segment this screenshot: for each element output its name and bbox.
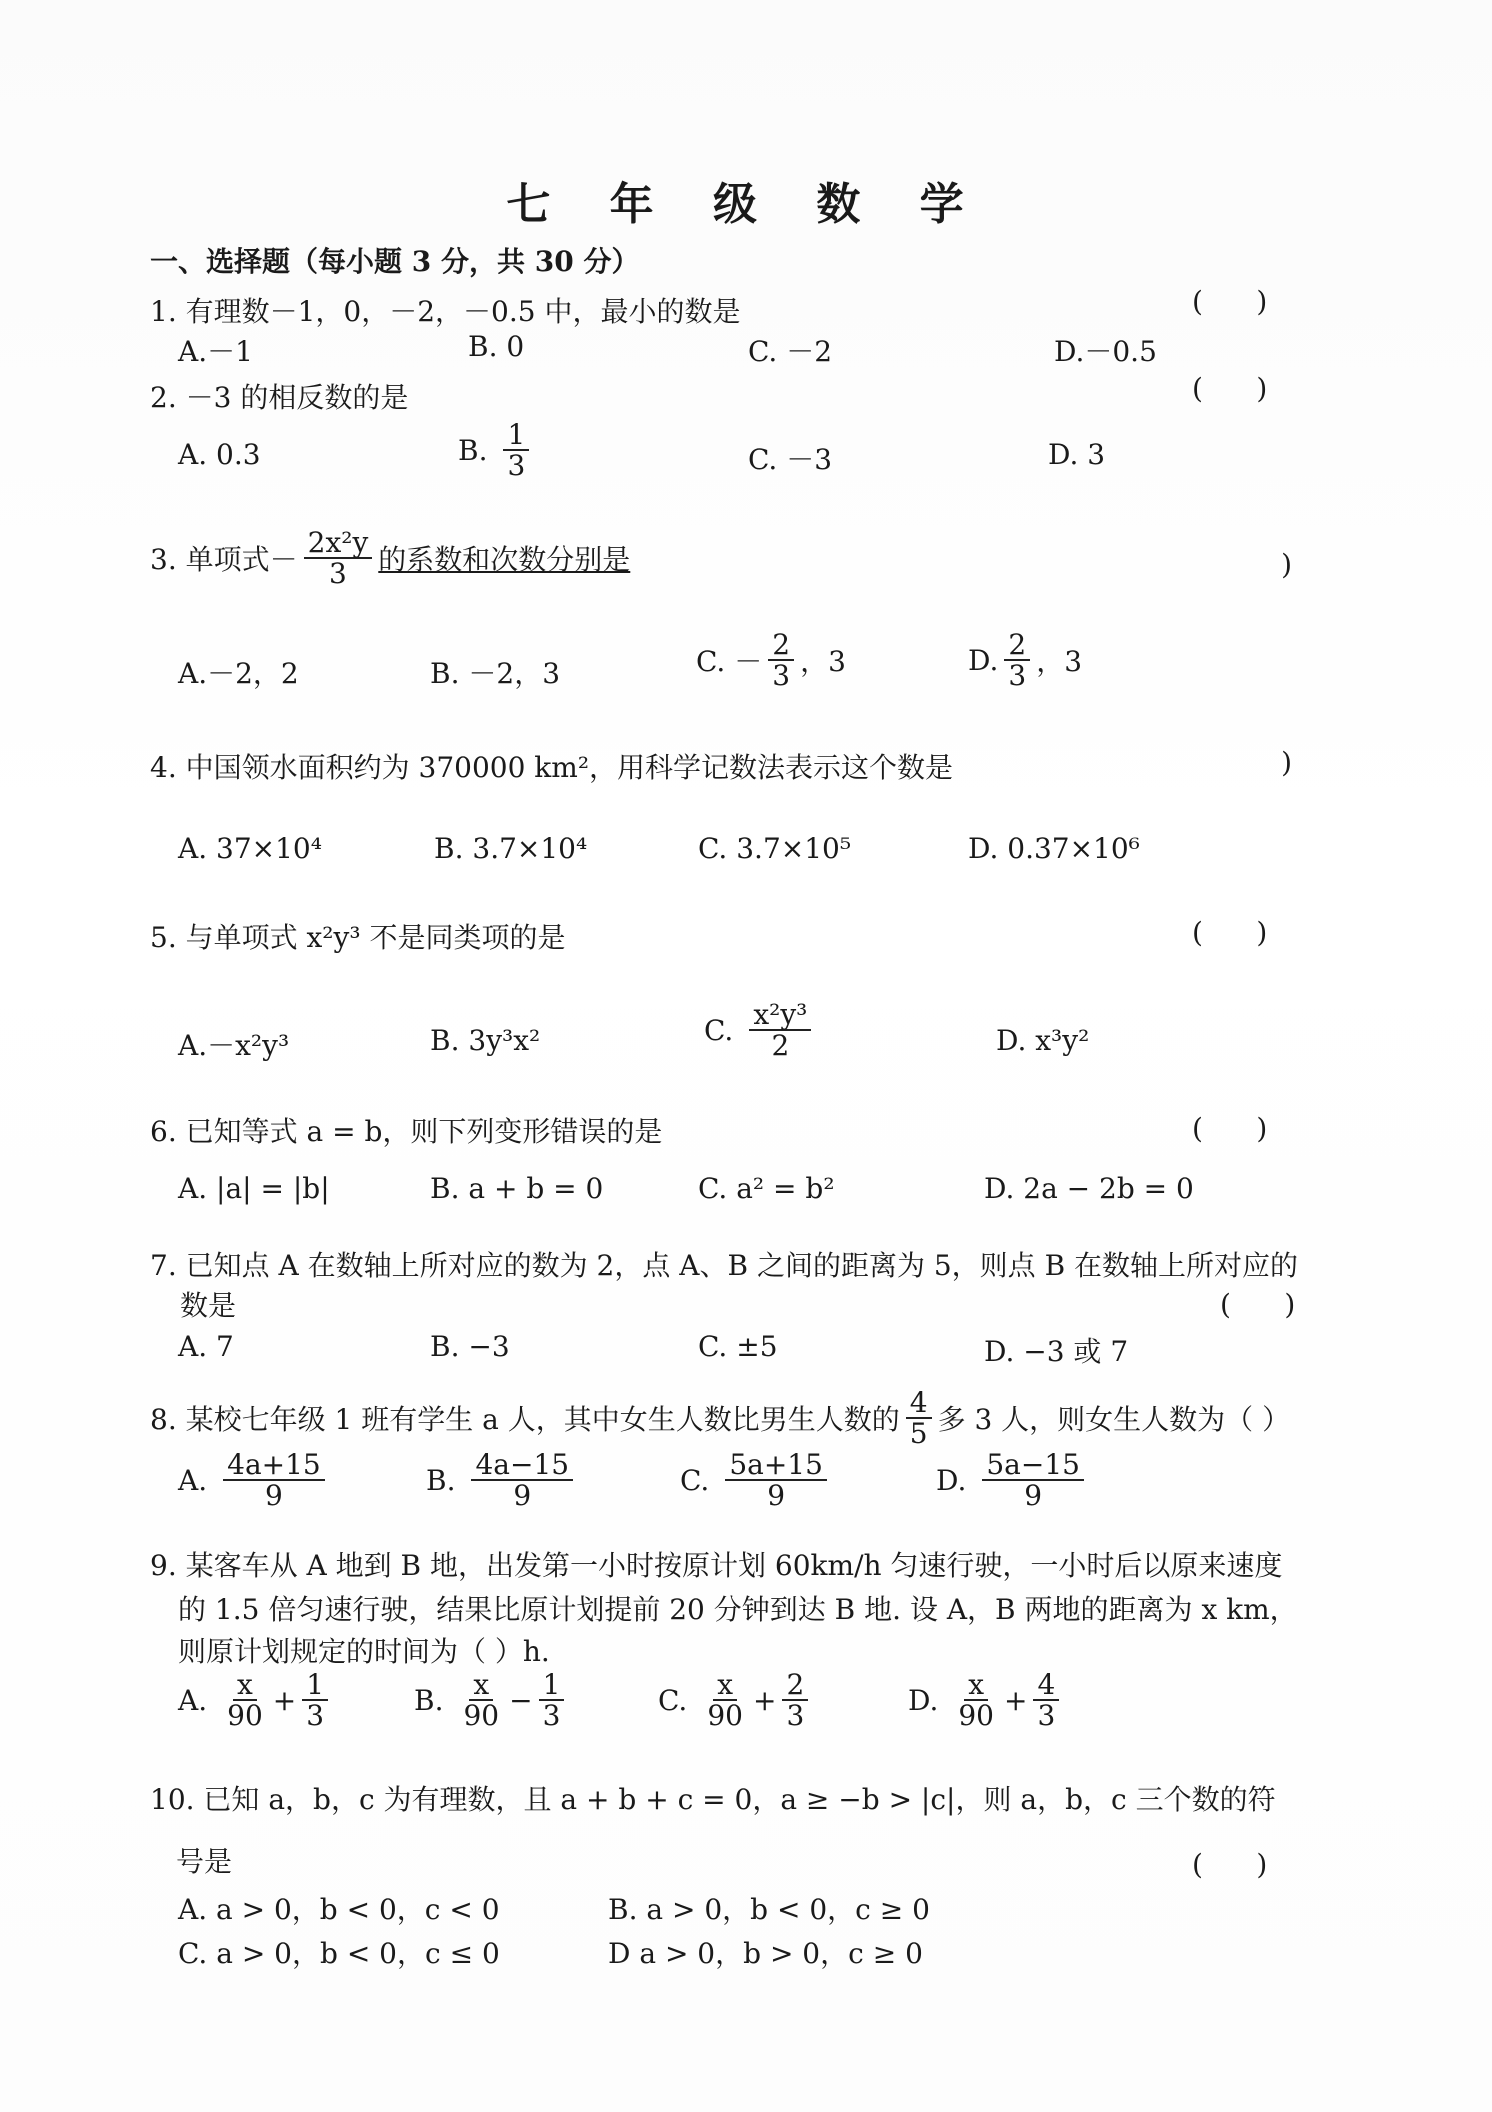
answer-paren-6: ( ) bbox=[1192, 1112, 1268, 1145]
denominator: 3 bbox=[306, 1699, 325, 1733]
option-3c-post: ，3 bbox=[800, 645, 846, 679]
question-9 bbox=[150, 1544, 1282, 1584]
numerator: x bbox=[713, 1670, 737, 1701]
numerator: x bbox=[233, 1670, 257, 1701]
question-6-text: 6. 已知等式 a = b，则下列变形错误的是 bbox=[150, 1115, 663, 1148]
numerator: 1 bbox=[503, 420, 529, 451]
option-9c bbox=[658, 1670, 814, 1731]
option-7d: D. −3 或 7 bbox=[984, 1335, 1129, 1368]
answer-paren-1: ( ) bbox=[1192, 285, 1268, 318]
option-8a-label: A. bbox=[178, 1463, 208, 1497]
question-10-cont: 号是 bbox=[176, 1845, 233, 1878]
numerator: 4 bbox=[906, 1388, 932, 1419]
option-8b-label: B. bbox=[426, 1463, 456, 1497]
fraction bbox=[954, 1670, 998, 1731]
question-7-text: 7. 已知点 A 在数轴上所对应的数为 2，点 A、B 之间的距离为 5，则点 B 在数轴上所对应的 bbox=[150, 1249, 1299, 1282]
fraction bbox=[302, 1670, 328, 1731]
options-9 bbox=[178, 1670, 1318, 1760]
operator: − bbox=[509, 1683, 533, 1717]
option-4d: D. 0.37×10⁶ bbox=[968, 832, 1140, 865]
option-2b bbox=[458, 420, 535, 481]
option-8c bbox=[680, 1450, 833, 1511]
question-4-text: 4. 中国领水面积约为 370000 km²，用科学记数法表示这个数是 bbox=[150, 751, 954, 784]
question-2 bbox=[150, 376, 408, 416]
question-7-cont: 数是 bbox=[180, 1289, 237, 1322]
fraction bbox=[982, 1450, 1084, 1511]
question-4 bbox=[150, 746, 953, 786]
options-3 bbox=[178, 630, 1318, 710]
denominator: 90 bbox=[463, 1699, 500, 1733]
options-8 bbox=[178, 1450, 1318, 1540]
denominator: 90 bbox=[227, 1699, 263, 1733]
numerator: 2 bbox=[782, 1670, 808, 1701]
question-8 bbox=[150, 1388, 1290, 1449]
option-10a: A. a > 0，b < 0，c < 0 bbox=[178, 1893, 500, 1926]
numerator: 5a−15 bbox=[982, 1450, 1084, 1481]
option-9d-label: D. bbox=[908, 1683, 939, 1717]
operator: + bbox=[272, 1683, 297, 1717]
option-10c: C. a > 0，b < 0，c ≤ 0 bbox=[178, 1937, 500, 1970]
options-5 bbox=[178, 1000, 1318, 1090]
option-9a bbox=[178, 1670, 334, 1731]
question-9-line1: 9. 某客车从 A 地到 B 地，出发第一小时按原计划 60km/h 匀速行驶，一小时后以原来速度 bbox=[150, 1549, 1283, 1582]
option-4b: B. 3.7×10⁴ bbox=[434, 832, 588, 865]
option-2b-label: B. bbox=[458, 433, 488, 467]
question-9-line3: 则原计划规定的时间为（ ）h. bbox=[178, 1635, 550, 1668]
denominator: 3 bbox=[1037, 1699, 1056, 1733]
option-6c: C. a² = b² bbox=[698, 1172, 835, 1205]
exam-title: 七 年 级 数 学 bbox=[506, 179, 986, 230]
operator: + bbox=[752, 1683, 777, 1717]
fraction bbox=[503, 420, 529, 481]
denominator: 3 bbox=[329, 557, 347, 591]
option-7c: C. ±5 bbox=[698, 1330, 778, 1363]
option-3b: B. －2，3 bbox=[430, 657, 561, 690]
options-7 bbox=[178, 1330, 1318, 1390]
numerator: 4 bbox=[1033, 1670, 1059, 1701]
numerator: 1 bbox=[302, 1670, 328, 1701]
option-2a: A. 0.3 bbox=[178, 438, 261, 471]
answer-paren-2: ( ) bbox=[1192, 372, 1268, 405]
question-6 bbox=[150, 1110, 662, 1150]
question-3 bbox=[150, 528, 630, 589]
option-7a: A. 7 bbox=[178, 1330, 234, 1363]
option-6a: A. |a| = |b| bbox=[178, 1172, 330, 1205]
option-8d bbox=[936, 1450, 1090, 1511]
option-8d-label: D. bbox=[936, 1463, 967, 1497]
fraction bbox=[768, 630, 794, 691]
option-1d: D.－0.5 bbox=[1054, 335, 1157, 368]
option-6d: D. 2a − 2b = 0 bbox=[984, 1172, 1194, 1205]
question-7 bbox=[150, 1244, 1298, 1284]
question-10 bbox=[150, 1778, 1276, 1818]
option-4c: C. 3.7×10⁵ bbox=[698, 832, 852, 865]
numerator: x²y³ bbox=[749, 1000, 811, 1031]
option-10d: D a > 0，b > 0，c ≥ 0 bbox=[608, 1937, 923, 1970]
fraction bbox=[703, 1670, 747, 1731]
options-6 bbox=[178, 1172, 1318, 1232]
fraction bbox=[1033, 1670, 1059, 1731]
option-3d-post: ，3 bbox=[1036, 645, 1083, 679]
answer-paren-5: ( ) bbox=[1192, 916, 1268, 949]
denominator: 90 bbox=[958, 1699, 994, 1733]
question-8-pre: 8. 某校七年级 1 班有学生 a 人，其中女生人数比男生人数的 bbox=[150, 1403, 900, 1437]
option-9b-label: B. bbox=[414, 1683, 444, 1717]
option-6b: B. a + b = 0 bbox=[430, 1172, 604, 1205]
option-3a: A.－2，2 bbox=[178, 657, 299, 690]
numerator: 2 bbox=[768, 630, 794, 661]
option-3d bbox=[968, 630, 1082, 691]
fraction bbox=[906, 1388, 932, 1449]
fraction bbox=[1004, 630, 1030, 691]
options-4 bbox=[178, 832, 1318, 892]
option-8b bbox=[426, 1450, 579, 1511]
option-4a: A. 37×10⁴ bbox=[178, 832, 322, 865]
numerator: 2 bbox=[1004, 630, 1030, 661]
question-3-pre: 3. 单项式－ bbox=[150, 543, 298, 577]
denominator: 9 bbox=[265, 1479, 283, 1513]
fraction bbox=[223, 1450, 325, 1511]
option-5a: A.－x²y³ bbox=[178, 1029, 290, 1062]
question-9-line2: 的 1.5 倍匀速行驶，结果比原计划提前 20 分钟到达 B 地. 设 A，B 两地的距离为 x km， bbox=[178, 1593, 1298, 1626]
option-3d-label: D. bbox=[968, 643, 999, 677]
fraction bbox=[223, 1670, 267, 1731]
denominator: 2 bbox=[771, 1029, 790, 1063]
denominator: 3 bbox=[786, 1699, 805, 1733]
numerator: 1 bbox=[539, 1670, 565, 1701]
question-2-text: 2. －3 的相反数的是 bbox=[150, 381, 409, 414]
option-1b: B. 0 bbox=[468, 330, 525, 363]
denominator: 9 bbox=[767, 1479, 786, 1513]
option-10b: B. a > 0，b < 0，c ≥ 0 bbox=[608, 1893, 930, 1926]
option-9c-label: C. bbox=[658, 1683, 688, 1717]
numerator: 2x²y bbox=[304, 528, 373, 559]
fraction bbox=[539, 1670, 565, 1731]
answer-paren-3: ) bbox=[1281, 548, 1292, 581]
answer-paren-7: ( ) bbox=[1220, 1288, 1296, 1321]
answer-paren-10: ( ) bbox=[1192, 1848, 1268, 1881]
question-5-text: 5. 与单项式 x²y³ 不是同类项的是 bbox=[150, 921, 566, 954]
fraction bbox=[749, 1000, 811, 1061]
denominator: 3 bbox=[507, 449, 526, 483]
answer-paren-4: ) bbox=[1281, 746, 1292, 779]
numerator: x bbox=[469, 1670, 493, 1701]
option-1c: C. －2 bbox=[748, 335, 833, 368]
numerator: 4a+15 bbox=[223, 1450, 325, 1481]
option-2c: C. －3 bbox=[748, 443, 833, 476]
option-9a-label: A. bbox=[178, 1683, 208, 1717]
option-9d bbox=[908, 1670, 1065, 1731]
denominator: 3 bbox=[772, 659, 791, 693]
fraction bbox=[459, 1670, 503, 1731]
question-5 bbox=[150, 916, 565, 956]
question-8-post: 多 3 人，则女生人数为（ ） bbox=[937, 1403, 1291, 1437]
option-5c-label: C. bbox=[704, 1013, 734, 1047]
option-2d: D. 3 bbox=[1048, 438, 1106, 471]
question-1-text: 1. 有理数－1，0，－2，－0.5 中，最小的数是 bbox=[150, 295, 741, 328]
option-3c-label: C. － bbox=[696, 645, 763, 679]
denominator: 90 bbox=[707, 1699, 743, 1733]
fraction bbox=[471, 1450, 573, 1511]
denominator: 3 bbox=[542, 1699, 561, 1733]
denominator: 3 bbox=[1008, 659, 1027, 693]
numerator: 5a+15 bbox=[725, 1450, 827, 1481]
option-8a bbox=[178, 1450, 331, 1511]
option-5d: D. x³y² bbox=[996, 1024, 1090, 1057]
option-8c-label: C. bbox=[680, 1463, 710, 1497]
numerator: 4a−15 bbox=[471, 1450, 573, 1481]
denominator: 9 bbox=[513, 1479, 532, 1513]
option-1a: A.－1 bbox=[178, 335, 253, 368]
question-10-text: 10. 已知 a，b，c 为有理数，且 a + b + c = 0，a ≥ −b > |c|，则 a，b，c 三个数的符 bbox=[150, 1783, 1276, 1816]
numerator: x bbox=[964, 1670, 988, 1701]
options-2 bbox=[178, 420, 1318, 500]
option-7b: B. −3 bbox=[430, 1330, 510, 1363]
section-heading: 一、选择题（每小题 3 分，共 30 分） bbox=[150, 245, 640, 278]
option-9b bbox=[414, 1670, 570, 1731]
denominator: 5 bbox=[909, 1417, 928, 1451]
option-3c bbox=[696, 630, 846, 691]
question-3-post: 的系数和次数分别是 bbox=[378, 543, 631, 577]
fraction bbox=[725, 1450, 827, 1511]
question-1 bbox=[150, 290, 741, 330]
option-5c bbox=[704, 1000, 817, 1061]
fraction bbox=[304, 528, 373, 589]
operator: + bbox=[1004, 1683, 1028, 1717]
fraction bbox=[782, 1670, 808, 1731]
option-5b: B. 3y³x² bbox=[430, 1024, 541, 1057]
options-10 bbox=[178, 1888, 1318, 1978]
denominator: 9 bbox=[1024, 1479, 1043, 1513]
